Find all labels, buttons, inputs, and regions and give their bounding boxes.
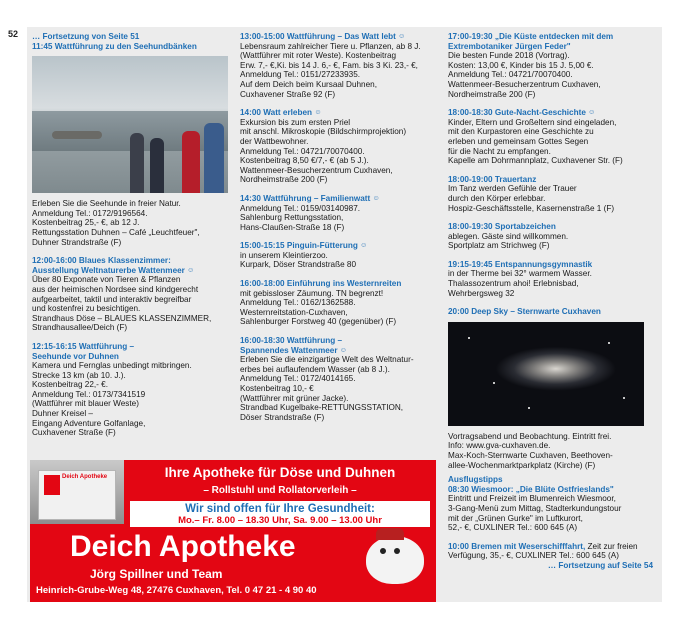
event-heading: 11:45 Wattführung zu den Seehundbänken bbox=[32, 41, 197, 51]
event-heading: 18:00-19:30 Sportabzeichen bbox=[448, 222, 556, 232]
event-text: in der Therme bei 32° warmem Wasser. Thalassozentrum ahoi! Erlebnisbad, Wehrbergsweg 32 bbox=[448, 269, 592, 298]
smiley-icon: ☺ bbox=[398, 33, 406, 40]
storefront-photo bbox=[30, 460, 124, 524]
smiley-icon: ☺ bbox=[187, 266, 195, 274]
event-heading: 15:00-15:15 Pinguin-Fütterung ☺ bbox=[240, 241, 368, 251]
section-heading: Ausflugstipps bbox=[448, 475, 503, 485]
event-heading: 17:00-19:30 „Die Küste entdecken mit dem Extrembotaniker Jürgen Feder" bbox=[448, 32, 614, 51]
continued-on-link[interactable]: … Fortsetzung auf Seite 54 bbox=[547, 560, 653, 570]
event-heading: 13:00-15:00 Wattführung – Das Watt lebt ☺ bbox=[240, 32, 406, 41]
smiley-icon: ☺ bbox=[372, 194, 380, 202]
ad-subtitle: – Rollstuhl und Rollatorverleih – bbox=[203, 485, 357, 496]
event-heading: 18:00-18:30 Gute-Nacht-Geschichte ☺ bbox=[448, 108, 596, 118]
event-text: 10:00 Bremen mit Weserschifffahrt, Zeit zur freien Verfügung, 35,- €, CUXLINER Tel.: 600 645 (A) bbox=[448, 541, 638, 561]
event-heading: 14:30 Wattführung – Familienwatt ☺ bbox=[240, 193, 380, 203]
event-text: Eintritt und Freizeit im Blumenreich Wiesmoor, 3-Gang-Menü zum Mittag, Stadterkundungstour mit der „Grünen Gurke" im Luftkurort, 52,- €, CUXLINER Tel.: 600 645 (A) bbox=[448, 494, 622, 533]
pharmacy-owner: Jörg Spillner und Team bbox=[90, 567, 223, 581]
store-sign: Deich Apotheke bbox=[62, 474, 108, 480]
event-heading: 12:15-16:15 Wattführung – Seehunde vor Duhnen bbox=[32, 341, 135, 361]
smiley-icon: ☺ bbox=[339, 346, 347, 354]
smiley-icon: ☺ bbox=[360, 242, 368, 250]
smiley-icon: ☺ bbox=[314, 109, 322, 117]
event-heading: 20:00 Deep Sky – Sternwarte Cuxhaven bbox=[448, 307, 601, 317]
event-text: Lebensraum zahlreicher Tiere u. Pflanzen, ab 8 J. (Wattführer mit roter Weste). Kostenbeitrag Erw. 7,- €,Ki. bis 14 J. 6,- €, Fam. bis 3 Ki. 23,- €, Anmeldung Tel.: 0151/27233935. Auf dem Deich beim Kursaal Duhnen, Cuxhavener Straße 92 (F) bbox=[240, 41, 421, 99]
event-heading: 16:00-18:00 Einführung ins Westernreiten bbox=[240, 279, 402, 289]
smiley-icon: ☺ bbox=[588, 109, 596, 117]
opening-hours-heading: Wir sind offen für Ihre Gesundheit: bbox=[185, 503, 375, 515]
event-text: Erleben Sie die einzigartige Welt des Weltnatur- erbes bei auflaufendem Wasser (ab 8 J.). Anmeldung Tel.: 0172/4014165. Kostenbeitrag 10,- € (Wattführer mit grüner Jacke). Strandbad Kugelbake-RETTUNGSSTATION, Döser Strandstraße (F) bbox=[240, 355, 414, 422]
seal-tour-photo bbox=[32, 56, 228, 193]
event-text: Im Tanz werden Gefühle der Trauer durch den Körper erlebbar. Hospiz-Geschäftsstelle, Kasernenstraße 1 (F) bbox=[448, 184, 615, 213]
event-heading: 16:00-18:30 Wattführung – Spannendes Wattenmeer ☺ bbox=[240, 336, 347, 355]
event-text: Vortragsabend und Beobachtung. Eintritt frei. Info: www.gva-cuxhaven.de. Max-Koch-Sternwarte Cuxhaven, Beethoven- allee-Wochenmarktparkplatz (Kirche) (F) bbox=[448, 431, 613, 470]
event-heading: 19:15-19:45 Entspannungsgymnastik bbox=[448, 259, 593, 269]
event-heading: 14:00 Watt erleben ☺ bbox=[240, 108, 322, 118]
ad-title: Ihre Apotheke für Döse und Duhnen bbox=[164, 465, 396, 480]
event-heading: 08:30 Wiesmoor: „Die Blüte Ostfrieslands" bbox=[448, 484, 614, 494]
event-text: ablegen. Gäste sind willkommen. Sportplatz am Strichweg (F) bbox=[448, 231, 569, 251]
seal-mascot-icon bbox=[366, 536, 424, 584]
event-text: Kamera und Fernglas unbedingt mitbringen. Strecke 13 km (ab 10. J.). Kostenbeitrag 22,- €. Anmeldung Tel.: 0173/7341519 (Wattführer mit blauer Weste) Duhner Kreisel – Eingang Adventure Golfanlage, Cuxhavener Straße (F) bbox=[32, 361, 192, 438]
page-number: 52 bbox=[8, 29, 19, 39]
opening-hours-box bbox=[130, 501, 430, 527]
opening-hours-times: Mo.– Fr. 8.00 – 18.30 Uhr, Sa. 9.00 – 13.00 Uhr bbox=[178, 515, 382, 526]
event-text: Die besten Funde 2018 (Vortrag). Kosten: 13,00 €, Kinder bis 15 J. 5,00 €. Anmeldung Tel.: 04721/70070400. Wattenmeer-Besucherzentrum Cuxhaven, Nordheimstraße 200 (F) bbox=[448, 51, 601, 99]
column-2 bbox=[240, 32, 440, 431]
event-text: Anmeldung Tel.: 0159/03140987. Sahlenburg Rettungsstation, Hans-Claußen-Straße 18 (F) bbox=[240, 203, 361, 232]
event-heading: 12:00-16:00 Blaues Klassenzimmer: Ausstellung Weltnaturerbe Wattenmeer ☺ bbox=[32, 256, 195, 275]
event-text: Über 80 Exponate von Tieren & Pflanzen aus der heimischen Nordsee sind kindgerecht aufgearbeitet, taktil und interaktiv begreifbar und kostenfrei zu besichtigen. Strandhaus Döse – BLAUES KLASSENZIMMER, Strandhausallee/Deich (F) bbox=[32, 275, 212, 333]
event-text: Kinder, Eltern und Großeltern sind eingeladen, mit den Kurpastoren eine Geschichte zu erleben und gemeinsam Gottes Segen für die Nacht zu empfangen. Kapelle am Dohrmannplatz, Cuxhavener Str. (F) bbox=[448, 117, 623, 166]
pharmacy-address: Heinrich-Grube-Weg 48, 27476 Cuxhaven, Tel. 0 47 21 - 4 90 40 bbox=[36, 585, 317, 596]
event-text: Exkursion bis zum ersten Priel mit anschl. Mikroskopie (Bildschirmprojektion) der Wattbewohner. Anmeldung Tel.: 04721/70070400. Kostenbeitrag 8,50 €/7,- € (ab 5 J.). Wattenmeer-Besucherzentrum Cuxhaven, Nordheimstraße 200 (F) bbox=[240, 117, 407, 185]
pharmacy-name: Deich Apotheke bbox=[70, 530, 296, 563]
event-text: in unserem Kleintierzoo. Kurpark, Döser Strandstraße 80 bbox=[240, 250, 357, 270]
event-heading: 18:00-19:00 Trauertanz bbox=[448, 174, 537, 184]
event-text: mit gebissloser Zäumung. TN begrenzt! Anmeldung Tel.: 0162/1362588. Westernreitstation-Cuxhaven, Sahlenburger Forstweg 40 (gegenüber) (F) bbox=[240, 288, 397, 327]
column-3 bbox=[448, 32, 653, 571]
event-text: Erleben Sie die Seehunde in freier Natur. Anmeldung Tel.: 0172/9196564. Kostenbeitrag 25,- €, ab 12 J. Rettungsstation Duhnen – Café „Leuchtfeuer", Duhner Strandstraße (F) bbox=[32, 199, 200, 247]
pharmacy-ad[interactable] bbox=[30, 460, 436, 602]
galaxy-photo bbox=[448, 322, 644, 426]
continued-from-link[interactable]: … Fortsetzung von Seite 51 bbox=[32, 32, 140, 41]
column-1 bbox=[32, 32, 232, 447]
